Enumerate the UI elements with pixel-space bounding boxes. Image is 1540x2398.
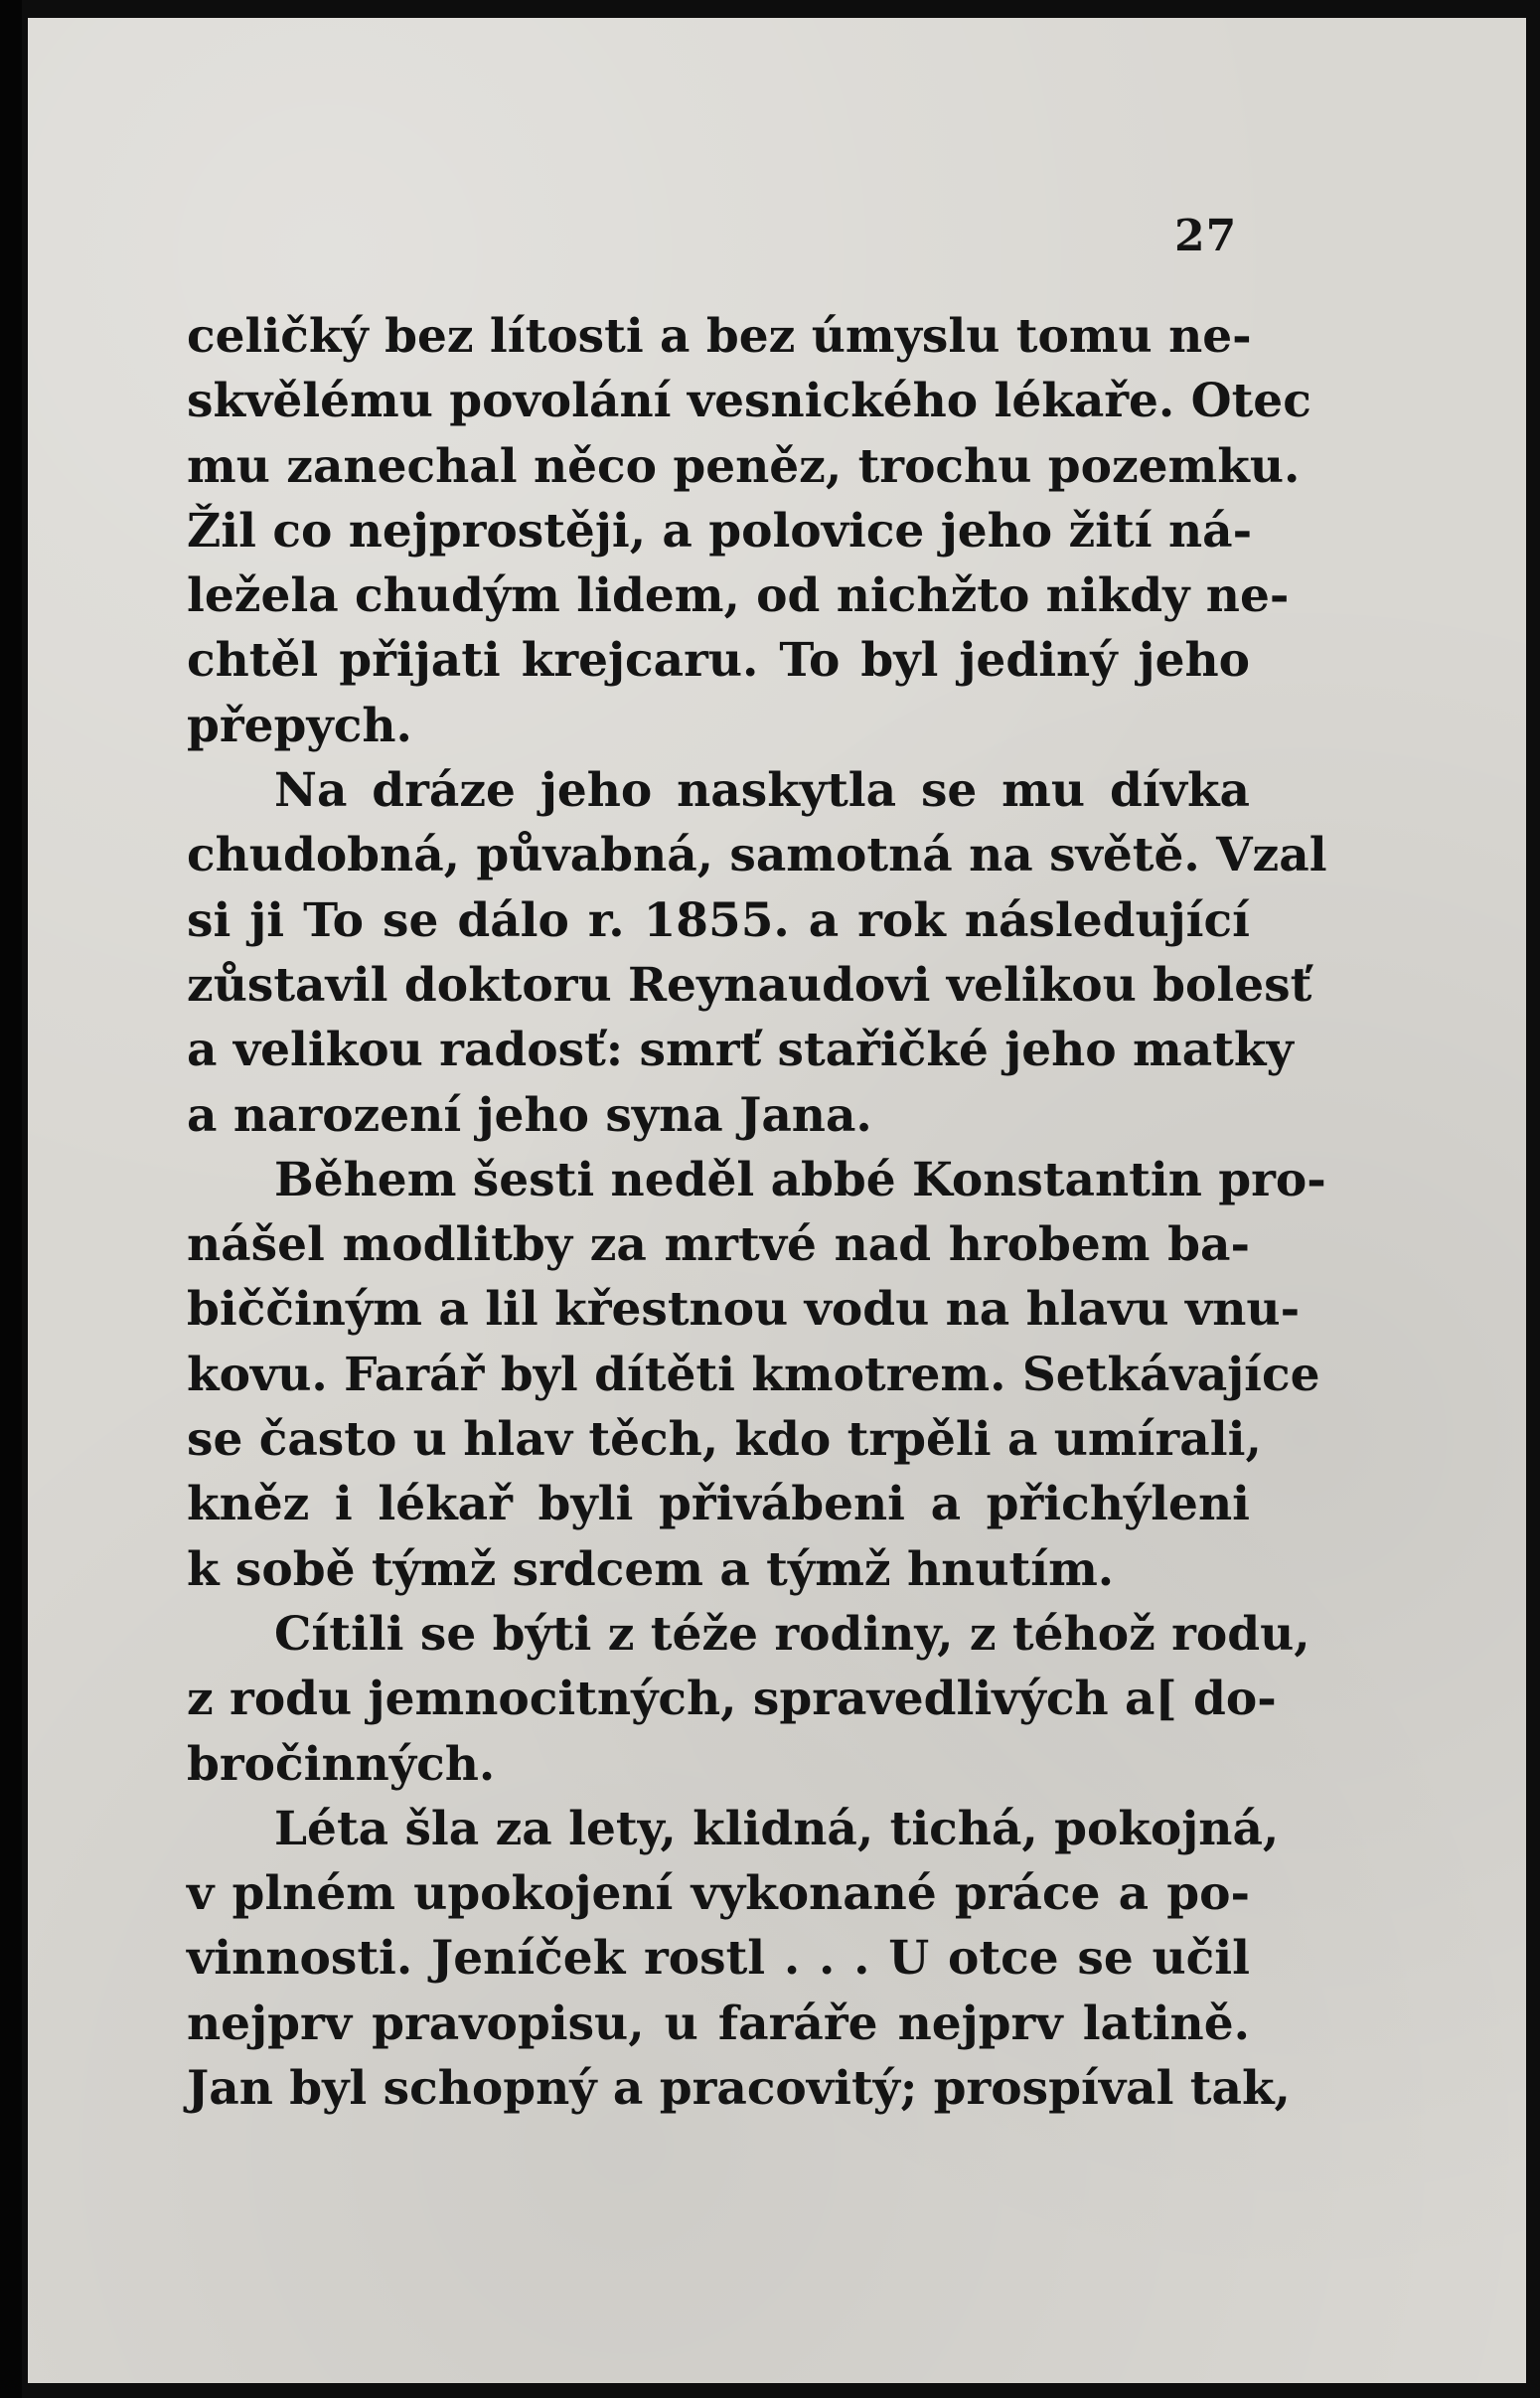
text-line: mu zanechal něco peněz, trochu pozemku. [187,438,1301,494]
text-line: bročinných. [187,1736,496,1792]
text-line: přepych. [187,698,412,753]
text-line: kněz i lékař byli přivábeni a přichýleni [187,1477,1250,1532]
text-line: kovu. Farář byl dítěti kmotrem. Setkávajíce [187,1347,1320,1402]
text-line: celičký bez lítosti a bez úmyslu tomu ne- [187,309,1252,364]
book-spine-edge [0,0,22,2398]
page-number: 27 [1174,211,1238,261]
text-line: nejprv pravopisu, u faráře nejprv latině. [187,1996,1250,2051]
text-line: a velikou radosť: smrť stařičké jeho matky [187,1023,1294,1078]
text-line: Žil co nejprostěji, a polovice jeho žití ná- [187,503,1253,559]
text-line: zůstavil doktoru Reynaudovi velikou bolesť [187,957,1312,1013]
text-line: ležela chudým lidem, od nichžto nikdy ne- [187,568,1290,624]
text-line: Na dráze jeho naskytla se mu dívka [274,763,1250,819]
text-line: Jan byl schopný a pracovitý; prospíval tak, [187,2061,1291,2117]
text-line: se často u hlav těch, kdo trpěli a umírali, [187,1412,1262,1468]
text-line: chtěl přijati krejcaru. To byl jediný jeho [187,633,1250,689]
text-line: a narození jeho syna Jana. [187,1087,872,1143]
text-line: Cítili se býti z téže rodiny, z téhož rodu, [274,1606,1310,1662]
text-line: v plném upokojení vykonané práce a po- [187,1866,1250,1922]
text-line: k sobě týmž srdcem a týmž hnutím. [187,1541,1115,1597]
text-line: z rodu jemnocitných, spravedlivých a[ do- [187,1672,1277,1727]
text-line: nášel modlitby za mrtvé nad hrobem ba- [187,1217,1250,1273]
text-line: Během šesti neděl abbé Konstantin pro- [274,1152,1326,1207]
text-line: skvělému povolání vesnického lékaře. Otec [187,374,1311,429]
text-line: vinnosti. Jeníček rostl . . . U otce se učil [187,1931,1250,1987]
body-text [187,304,1327,2121]
text-line: biččiným a lil křestnou vodu na hlavu vnu- [187,1282,1301,1338]
text-line: chudobná, půvabná, samotná na světě. Vzal [187,828,1327,883]
text-line: Léta šla za lety, klidná, tichá, pokojná, [274,1801,1280,1856]
text-line: si ji To se dálo r. 1855. a rok následující [187,892,1250,948]
